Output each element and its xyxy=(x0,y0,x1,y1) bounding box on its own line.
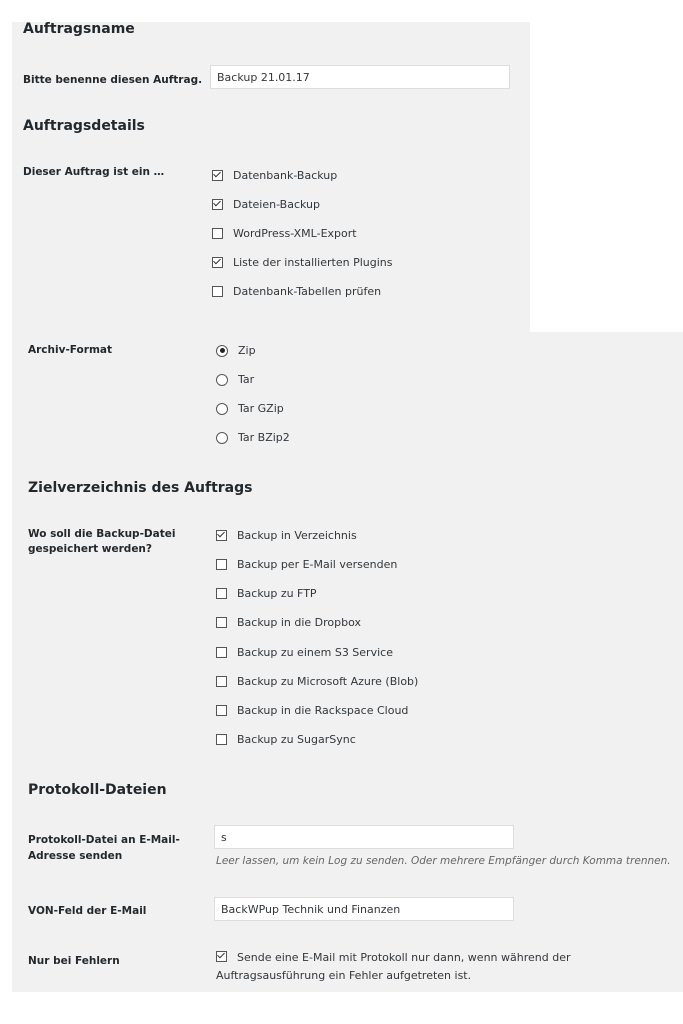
checkbox-unchecked[interactable] xyxy=(216,559,227,570)
email-from-input[interactable] xyxy=(214,897,514,921)
option-label: Backup in die Rackspace Cloud xyxy=(237,704,409,717)
section-heading-auftragsname: Auftragsname xyxy=(23,21,135,37)
destination-option-dropbox[interactable] xyxy=(216,616,361,629)
option-label: Backup zu SugarSync xyxy=(237,733,356,746)
errors-only-label: Nur bei Fehlern xyxy=(28,955,120,967)
job-type-label: Dieser Auftrag ist ein … xyxy=(23,166,165,178)
settings-panel-bottom xyxy=(12,332,683,992)
option-label: Tar BZip2 xyxy=(238,431,290,444)
option-label: Tar GZip xyxy=(238,402,284,415)
errors-only-option[interactable] xyxy=(216,949,676,985)
option-label: Backup in die Dropbox xyxy=(237,616,361,629)
option-label: Backup in Verzeichnis xyxy=(237,529,357,542)
log-email-description: Leer lassen, um kein Log zu senden. Oder mehrere Empfänger durch Komma trennen. xyxy=(216,855,671,867)
errors-only-text: Sende eine E-Mail mit Protokoll nur dann, wenn während der Auftragsausführung ein Fehler aufgetreten ist. xyxy=(216,951,571,982)
destination-option-email[interactable] xyxy=(216,558,397,571)
job-name-input[interactable] xyxy=(210,65,510,89)
section-heading-protokoll: Protokoll-Dateien xyxy=(28,782,167,798)
log-email-input[interactable] xyxy=(214,825,514,849)
log-email-label-line1: Protokoll-Datei an E-Mail- xyxy=(28,834,180,846)
option-label: Tar xyxy=(238,373,255,386)
destination-label-line2: gespeichert werden? xyxy=(28,543,153,555)
section-heading-auftragsdetails: Auftragsdetails xyxy=(23,118,145,134)
job-type-option-files[interactable] xyxy=(212,198,320,211)
checkbox-unchecked[interactable] xyxy=(216,647,227,658)
option-label: Backup zu einem S3 Service xyxy=(237,646,393,659)
job-type-option-database[interactable] xyxy=(212,169,337,182)
checkbox-unchecked[interactable] xyxy=(216,734,227,745)
archive-format-zip[interactable] xyxy=(216,344,256,357)
option-label: Backup per E-Mail versenden xyxy=(237,558,398,571)
section-heading-zielverzeichnis: Zielverzeichnis des Auftrags xyxy=(28,480,253,496)
job-name-label: Bitte benenne diesen Auftrag. xyxy=(23,74,203,86)
option-label: Datenbank-Backup xyxy=(233,169,338,182)
radio-unselected[interactable] xyxy=(216,432,228,444)
job-type-option-xml-export[interactable] xyxy=(212,227,357,240)
destination-option-folder[interactable] xyxy=(216,529,357,542)
option-label: Datenbank-Tabellen prüfen xyxy=(233,285,382,298)
job-type-option-db-check[interactable] xyxy=(212,285,381,298)
archive-format-tar-bzip2[interactable] xyxy=(216,431,290,444)
radio-unselected[interactable] xyxy=(216,403,228,415)
checkbox-unchecked[interactable] xyxy=(216,588,227,599)
option-label: WordPress-XML-Export xyxy=(233,227,357,240)
destination-option-rackspace[interactable] xyxy=(216,704,408,717)
checkbox-unchecked[interactable] xyxy=(216,676,227,687)
email-from-label: VON-Feld der E-Mail xyxy=(28,905,147,917)
checkbox-unchecked[interactable] xyxy=(216,617,227,628)
destination-option-ftp[interactable] xyxy=(216,587,317,600)
option-label: Zip xyxy=(238,344,256,357)
checkbox-unchecked[interactable] xyxy=(212,286,223,297)
option-label: Backup zu FTP xyxy=(237,587,317,600)
archive-format-tar-gzip[interactable] xyxy=(216,402,284,415)
checkbox-checked[interactable] xyxy=(216,530,227,541)
archive-format-tar[interactable] xyxy=(216,373,254,386)
destination-option-sugarsync[interactable] xyxy=(216,733,356,746)
checkbox-unchecked[interactable] xyxy=(212,228,223,239)
destination-option-azure[interactable] xyxy=(216,675,418,688)
checkbox-checked[interactable] xyxy=(212,170,223,181)
archive-format-label: Archiv-Format xyxy=(28,344,112,356)
radio-selected[interactable] xyxy=(216,345,228,357)
destination-label-line1: Wo soll die Backup-Datei xyxy=(28,528,176,540)
option-label: Liste der installierten Plugins xyxy=(233,256,393,269)
radio-unselected[interactable] xyxy=(216,374,228,386)
job-type-option-plugin-list[interactable] xyxy=(212,256,392,269)
option-label: Dateien-Backup xyxy=(233,198,320,211)
checkbox-checked[interactable] xyxy=(212,257,223,268)
checkbox-checked[interactable] xyxy=(216,951,227,962)
option-label: Backup zu Microsoft Azure (Blob) xyxy=(237,675,419,688)
checkbox-unchecked[interactable] xyxy=(216,705,227,716)
checkbox-checked[interactable] xyxy=(212,199,223,210)
log-email-label-line2: Adresse senden xyxy=(28,850,123,862)
destination-option-s3[interactable] xyxy=(216,646,393,659)
